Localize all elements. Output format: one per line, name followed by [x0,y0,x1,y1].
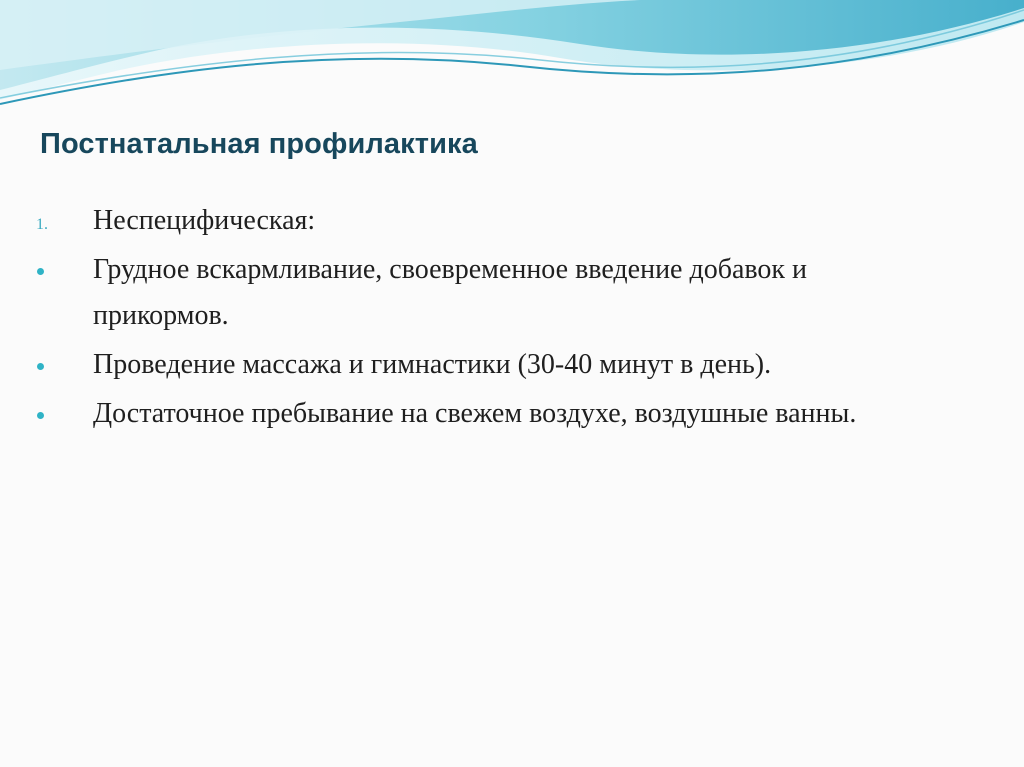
list-item [0,247,1024,339]
list-item-numbered [0,198,1024,244]
bullet-icon [37,412,44,419]
bullet-icon [37,268,44,275]
content-list [0,198,1024,437]
list-item [0,391,1024,437]
list-number: 1. [36,216,48,233]
slide-title: Постнатальная профилактика [40,128,478,160]
list-item-text: Достаточное пребывание на свежем воздухе, воздушные ванны. [93,398,857,429]
list-item-text: Неспецифическая: [93,205,316,236]
list-item-text: Грудное вскармливание, своевременное введение добавок и прикормов. [93,254,808,331]
list-item-text: Проведение массажа и гимнастики (30-40 минут в день). [93,349,772,380]
list-item [0,342,1024,388]
bullet-icon [37,363,44,370]
decorative-wave-header [0,0,1024,120]
